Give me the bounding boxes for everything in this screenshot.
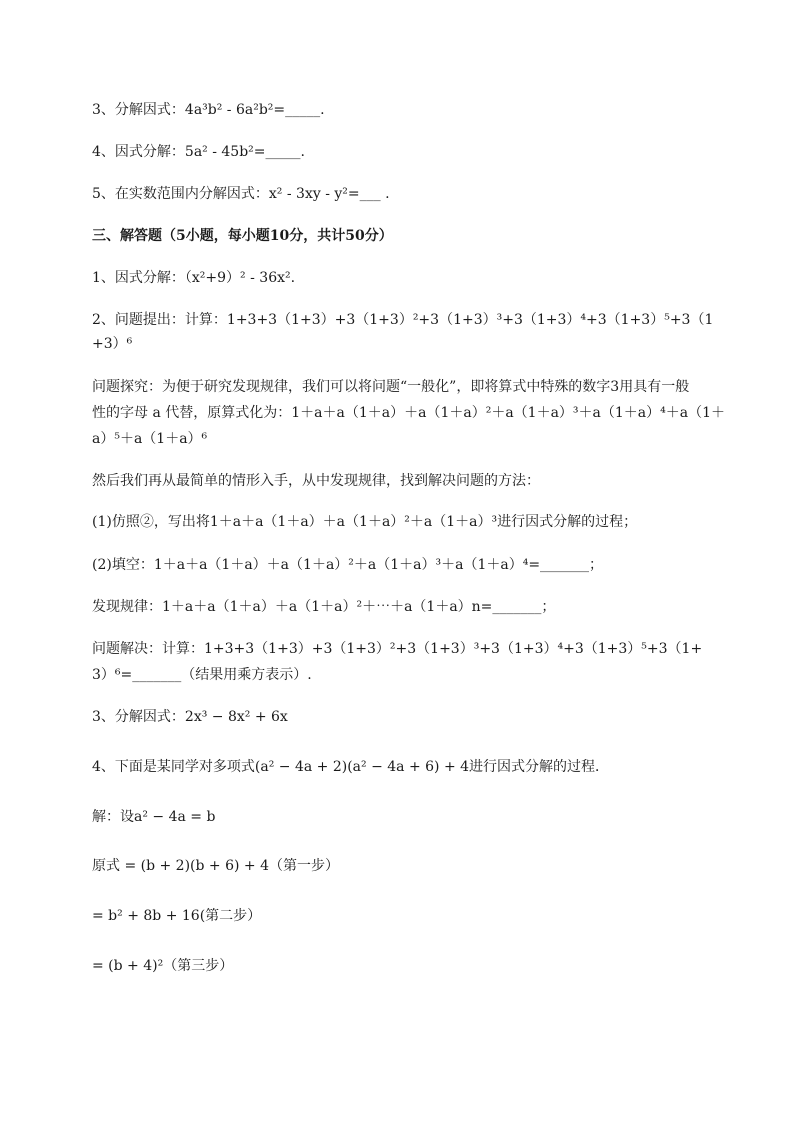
solution-setup: 解：设a² − 4a = b — [92, 809, 216, 825]
solution-step-1: 原式 = (b + 2)(b + 6) + 4（第一步） — [92, 858, 340, 874]
solve-question-3: 3、分解因式：2x³ − 8x² + 6x — [92, 709, 288, 725]
solution-step-3: = (b + 4)²（第三步） — [92, 958, 234, 974]
question-4-fill: 4、因式分解：5a² - 45b²=_____. — [92, 144, 305, 160]
part-2: (2)填空：1＋a＋a（1＋a）＋a（1＋a）²＋a（1＋a）³＋a（1＋a）⁴=_______； — [92, 557, 604, 573]
explore-line-3: a）⁵＋a（1＋a）⁶ — [92, 431, 208, 447]
part-1: (1)仿照②，写出将1＋a＋a（1＋a）＋a（1＋a）²＋a（1＋a）³进行因式分解的过程； — [92, 514, 638, 530]
solve-question-4-stem: 4、下面是某同学对多项式(a² − 4a + 2)(a² − 4a + 6) + 4进行因式分解的过程． — [92, 759, 610, 775]
then-line: 然后我们再从最简单的情形入手，从中发现规律，找到解决问题的方法： — [92, 473, 540, 489]
section-3-heading: 三、解答题（5小题，每小题10分，共计50分） — [92, 228, 393, 244]
question-5-fill: 5、在实数范围内分解因式：x² - 3xy - y²=___ . — [92, 186, 390, 202]
rule-line: 发现规律：1＋a＋a（1＋a）＋a（1＋a）²＋⋯＋a（1＋a）n=_______； — [92, 599, 556, 615]
explore-line-1: 问题探究：为便于研究发现规律，我们可以将问题“一般化”，即将算式中特殊的数字3用具有一般 — [92, 379, 690, 395]
solve-question-1: 1、因式分解：（x²+9）² - 36x². — [92, 270, 296, 286]
solve-line-2: 3）⁶=_______（结果用乘方表示）. — [92, 667, 312, 683]
solve-question-2-line-1: 2、问题提出：计算：1+3+3（1+3）+3（1+3）²+3（1+3）³+3（1+3）⁴+3（1+3）⁵+3（1 — [92, 312, 714, 328]
explore-line-2: 性的字母 a 代替，原算式化为：1＋a＋a（1＋a）＋a（1＋a）²＋a（1＋a）³＋a（1＋a）⁴＋a（1＋ — [92, 405, 725, 421]
solve-line-1: 问题解决：计算：1+3+3（1+3）+3（1+3）²+3（1+3）³+3（1+3）⁴+3（1+3）⁵+3（1+ — [92, 641, 703, 657]
solution-step-2: = b² + 8b + 16(第二步） — [92, 908, 262, 924]
solve-question-2-line-2: +3）⁶ — [92, 336, 133, 352]
question-3-fill: 3、分解因式：4a³b² - 6a²b²=_____. — [92, 102, 325, 118]
